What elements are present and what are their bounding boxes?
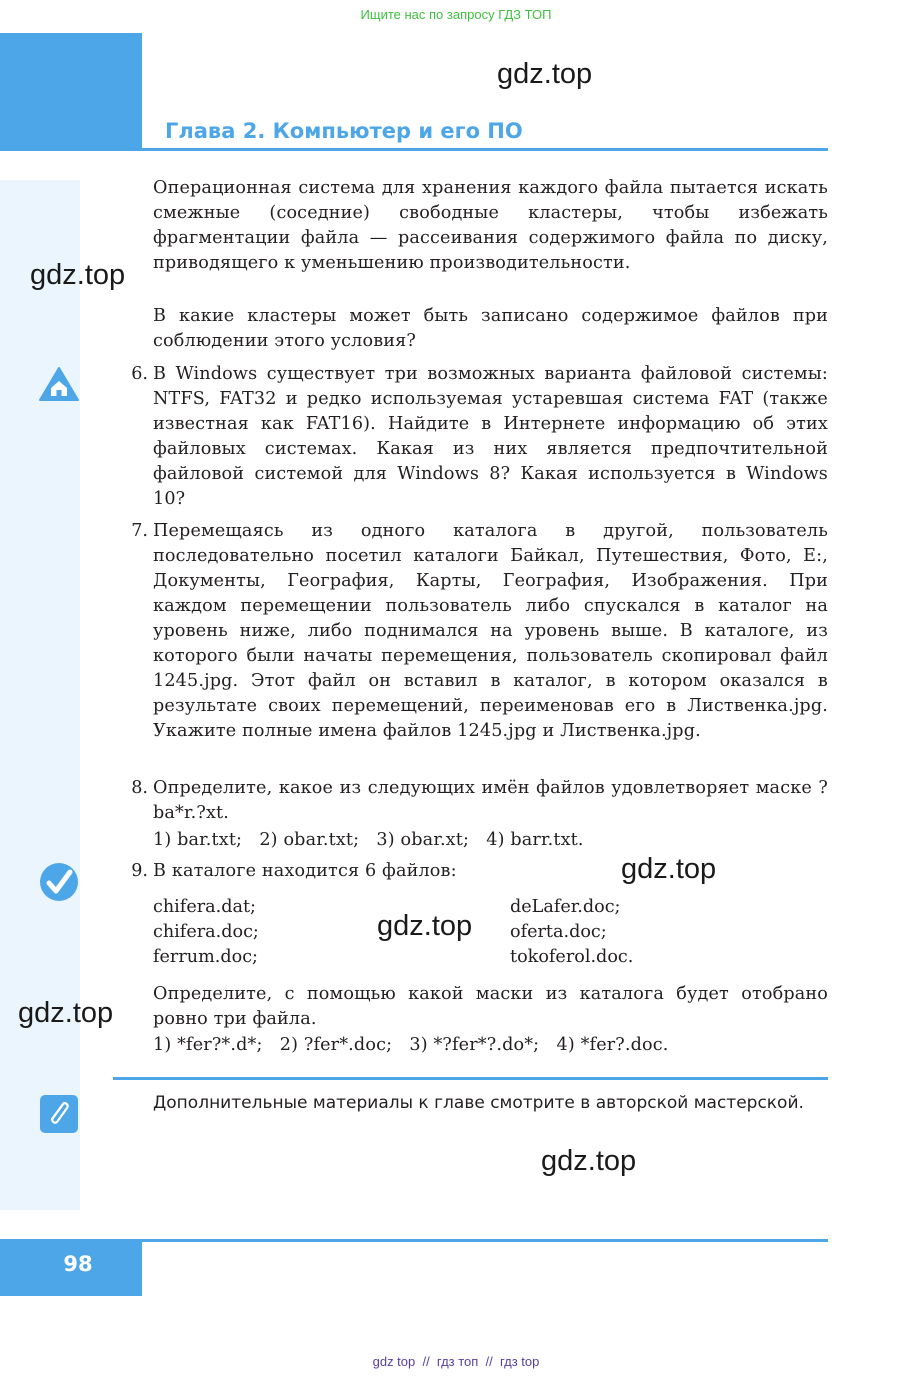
list-item: oferta.doc; <box>510 922 607 942</box>
list-item: chifera.doc; <box>153 922 259 942</box>
extra-materials-note: Дополнительные материалы к главе смотрите в авторской мастерской. <box>153 1093 804 1113</box>
watermark: gdz.top <box>497 58 593 90</box>
task-number: 8. <box>131 778 148 798</box>
file-list-right <box>510 895 633 970</box>
checkmark-circle-icon <box>39 862 79 902</box>
task-number: 6. <box>131 364 148 384</box>
list-item: tokoferol.doc. <box>510 947 634 967</box>
header-color-block <box>0 33 142 151</box>
list-item: deLafer.doc; <box>510 897 621 917</box>
side-margin-strip <box>0 180 80 1210</box>
top-banner[interactable]: Ищите нас по запросу ГДЗ ТОП <box>360 7 552 22</box>
list-item: chifera.dat; <box>153 897 256 917</box>
watermark: gdz.top <box>18 997 114 1029</box>
task-number: 9. <box>131 861 148 881</box>
watermark: gdz.top <box>377 910 473 942</box>
task-text: Определите, какое из следующих имён файлов удовлетворяет маске ?ba*r.?xt. <box>153 778 828 823</box>
file-list-left <box>153 895 259 970</box>
task-options: 1) *fer?*.d*; 2) ?fer*.doc; 3) *?fer*?.do*; 4) *fer?.doc. <box>153 1035 669 1055</box>
home-triangle-icon <box>39 366 79 406</box>
footer-links[interactable]: gdz top // гдз топ // гдз top <box>372 1354 540 1369</box>
paperclip-icon <box>39 1094 79 1134</box>
watermark: gdz.top <box>541 1145 637 1177</box>
task-text: Перемещаясь из одного каталога в другой, пользователь последовательно посетил каталоги Байкал, Путешествия, Фото, E:, Документы, География, Карты, География, Изображения. При каждом перемещении пользователь либо спускался в каталог на уровень ниже, либо поднимался на уровень выше. В каталоге, из которого были начаты перемещения, пользователь скопировал файл 1245.jpg. Этот файл он вставил в каталог, в котором оказался в результате своих перемещений, переименовав его в Лиственка.jpg. Укажите полные имена файлов 1245.jpg и Лиственка.jpg. <box>153 521 828 741</box>
task-text: В Windows существует три возможных варианта файловой системы: NTFS, FAT32 и редко используемая устаревшая система FAT (также известная как FAT16). Найдите в Интернете информацию об этих файловых системах. Какая из них является предпочтительной файловой системой для Windows 8? Какая используется в Windows 10? <box>153 364 828 509</box>
section-divider <box>113 1077 828 1080</box>
footer-divider <box>142 1239 828 1242</box>
watermark: gdz.top <box>30 259 126 291</box>
task-number: 7. <box>131 521 148 541</box>
task-options: 1) bar.txt; 2) obar.txt; 3) obar.xt; 4) barr.txt. <box>153 830 584 850</box>
chapter-divider <box>142 148 828 151</box>
intro-question: В какие кластеры может быть записано содержимое файлов при соблюдении этого условия? <box>153 306 828 351</box>
list-item: ferrum.doc; <box>153 947 258 967</box>
chapter-title: Глава 2. Компьютер и его ПО <box>165 119 523 143</box>
task-text: В каталоге находится 6 файлов: <box>153 861 457 881</box>
intro-paragraph: Операционная система для хранения каждого файла пытается искать смежные (соседние) свободные кластеры, чтобы избежать фрагментации файла — рассеивания содержимого файла по диску, приводящего к уменьшению производительности. <box>153 178 828 273</box>
task-question: Определите, с помощью какой маски из каталога будет отобрано ровно три файла. <box>153 984 828 1029</box>
watermark: gdz.top <box>621 853 717 885</box>
page-number: 98 <box>63 1252 93 1276</box>
